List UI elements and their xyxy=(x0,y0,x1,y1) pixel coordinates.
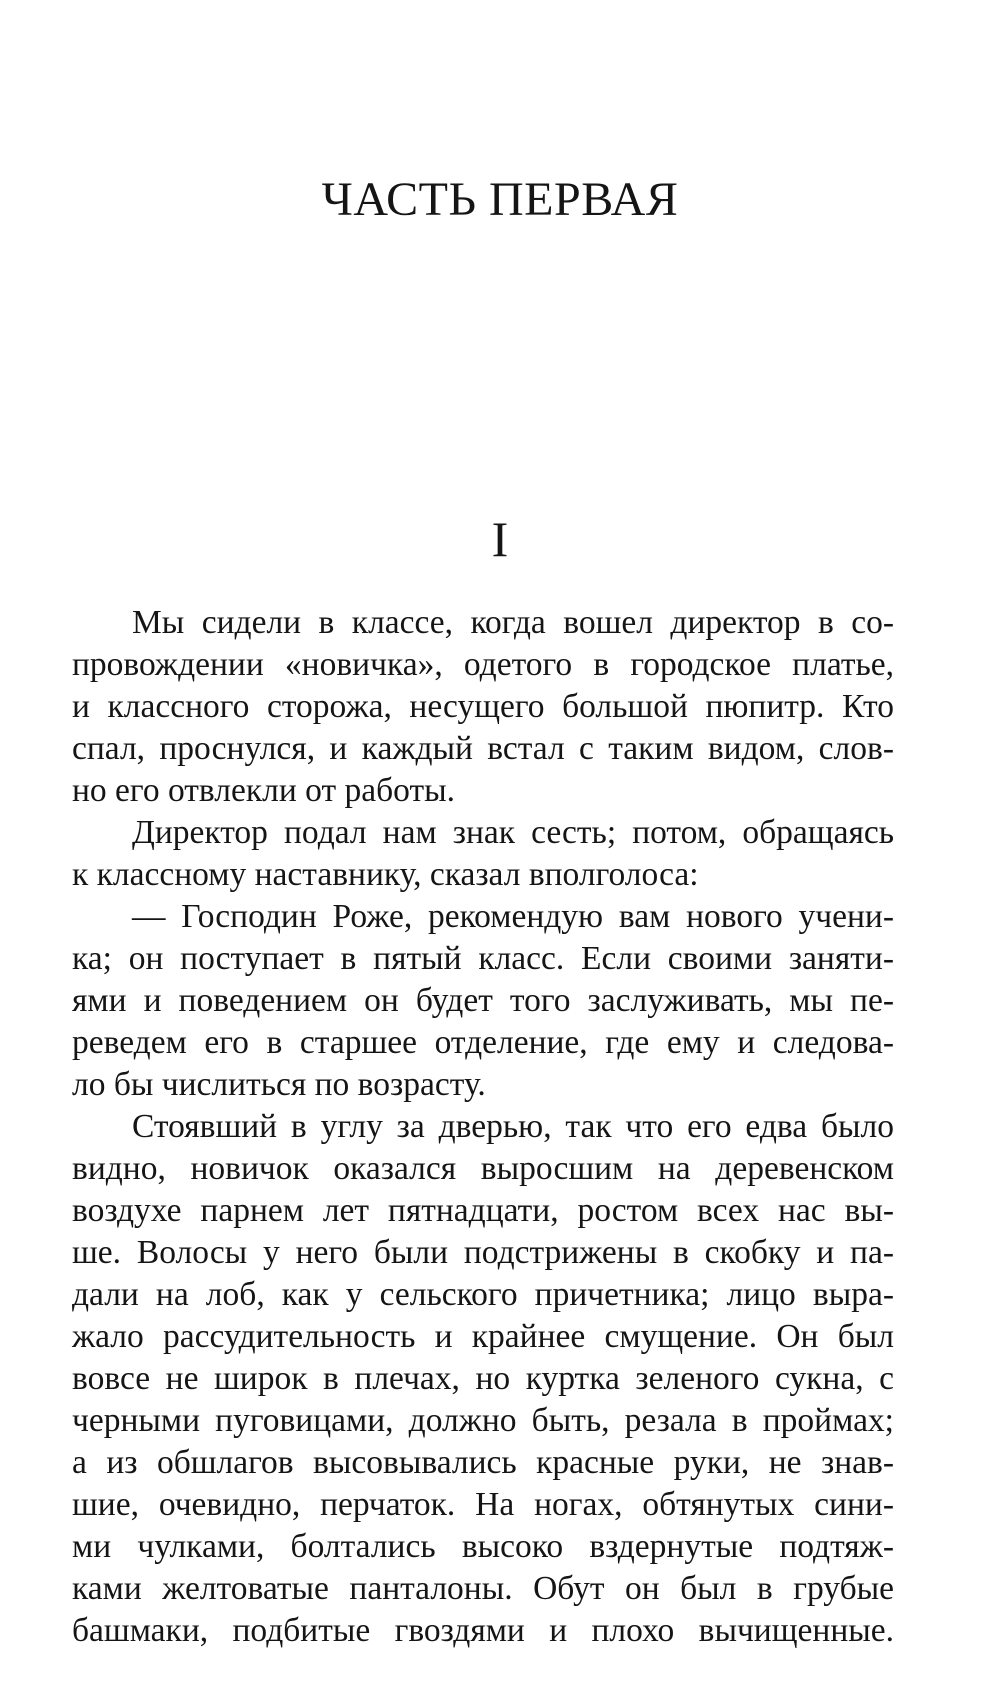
text-line: и классного сторожа, несущего большой пюпитр. Кто xyxy=(72,688,894,725)
text-line: к классному наставнику, сказал вполголоса: xyxy=(72,856,699,893)
text-line: жало рассудительность и крайнее смущение. Он был xyxy=(72,1318,894,1355)
text-line: провождении «новичка», одетого в городское платье, xyxy=(72,646,894,683)
text-line: ло бы числиться по возрасту. xyxy=(72,1066,486,1103)
text-line: воздухе парнем лет пятнадцати, ростом всех нас вы- xyxy=(72,1192,894,1229)
text-line: Мы сидели в классе, когда вошел директор в со- xyxy=(132,604,894,641)
part-title: ЧАСТЬ ПЕРВАЯ xyxy=(321,173,679,226)
text-line: ми чулками, болтались высоко вздернутые подтяж- xyxy=(72,1528,894,1565)
text-line: башмаки, подбитые гвоздями и плохо вычищенные. xyxy=(72,1612,894,1649)
text-line: спал, проснулся, и каждый встал с таким видом, слов- xyxy=(72,730,894,767)
text-line: ше. Волосы у него были подстрижены в скобку и па- xyxy=(72,1234,894,1271)
text-line: но его отвлекли от работы. xyxy=(72,772,455,809)
chapter-number: I xyxy=(491,511,509,567)
body-text xyxy=(72,602,894,1652)
text-line: реведем его в старшее отделение, где ему и следова- xyxy=(72,1024,894,1061)
text-line: — Господин Роже, рекомендую вам нового учени- xyxy=(132,898,894,935)
text-line: шие, очевидно, перчаток. На ногах, обтянутых сини- xyxy=(72,1486,894,1523)
text-line: вовсе не широк в плечах, но куртка зеленого сукна, с xyxy=(72,1360,894,1397)
text-line: а из обшлагов высовывались красные руки, не знав- xyxy=(72,1444,894,1481)
text-line: дали на лоб, как у сельского причетника; лицо выра- xyxy=(72,1276,894,1313)
text-line: ями и поведением он будет того заслуживать, мы пе- xyxy=(72,982,894,1019)
text-line: видно, новичок оказался выросшим на деревенском xyxy=(72,1150,894,1187)
text-line: ка; он поступает в пятый класс. Если своими заняти- xyxy=(72,940,894,977)
text-line: Директор подал нам знак сесть; потом, обращаясь xyxy=(132,814,894,851)
text-line: черными пуговицами, должно быть, резала в проймах; xyxy=(72,1402,894,1439)
text-line: Стоявший в углу за дверью, так что его едва было xyxy=(132,1108,894,1145)
text-line: ками желтоватые панталоны. Обут он был в грубые xyxy=(72,1570,894,1607)
